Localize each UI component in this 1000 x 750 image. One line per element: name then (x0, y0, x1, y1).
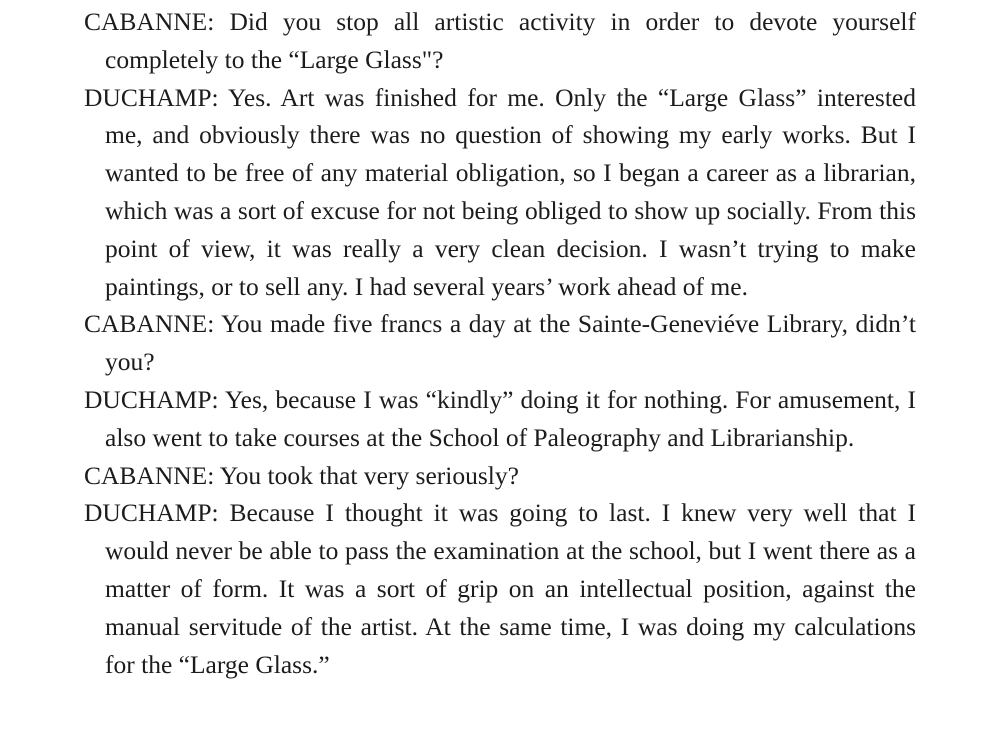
speaker-label: CABANNE: (84, 460, 215, 490)
speaker-label: DUCHAMP: (84, 82, 219, 112)
dialogue-text: Yes, because I was “kindly” doing it for nothing. For amusement, I also went to take courses at the School of Paleography and Librarianship. (105, 384, 916, 452)
speaker-label: DUCHAMP: (84, 498, 219, 528)
dialogue-text: Did you stop all artistic activity in order to devote yourself completely to the “Large Glass"? (105, 7, 916, 74)
dialogue-entry (84, 79, 916, 306)
speaker-label: DUCHAMP: (84, 384, 219, 414)
dialogue-text: Because I thought it was going to last. I knew very well that I would never be able to pass the examination at the school, but I went there as a matter of form. It was a sort of grip on an intellectual position, against the manual servitude of the artist. At the same time, I was doing my calculations for the “Large Glass.” (105, 498, 916, 679)
speaker-label: CABANNE: (84, 7, 215, 36)
dialogue-entry (84, 3, 916, 79)
interview-text (84, 3, 916, 683)
dialogue-text: You took that very seriously? (219, 460, 519, 490)
speaker-label: CABANNE: (84, 309, 215, 339)
dialogue-text: Yes. Art was finished for me. Only the “Large Glass” interested me, and obviously there was no question of showing my early works. But I wanted to be free of any material obligation, so I began a career as a librarian, which was a sort of excuse for not being obliged to show up socially. From this point of view, it was really a very clean decision. I wasn’t trying to make paintings, or to sell any. I had several years’ work ahead of me. (105, 82, 916, 301)
dialogue-entry (84, 494, 916, 683)
dialogue-entry (84, 457, 916, 495)
dialogue-text: You made five francs a day at the Sainte-Geneviéve Library, didn’t you? (105, 309, 916, 377)
dialogue-entry (84, 381, 916, 457)
dialogue-entry (84, 305, 916, 381)
